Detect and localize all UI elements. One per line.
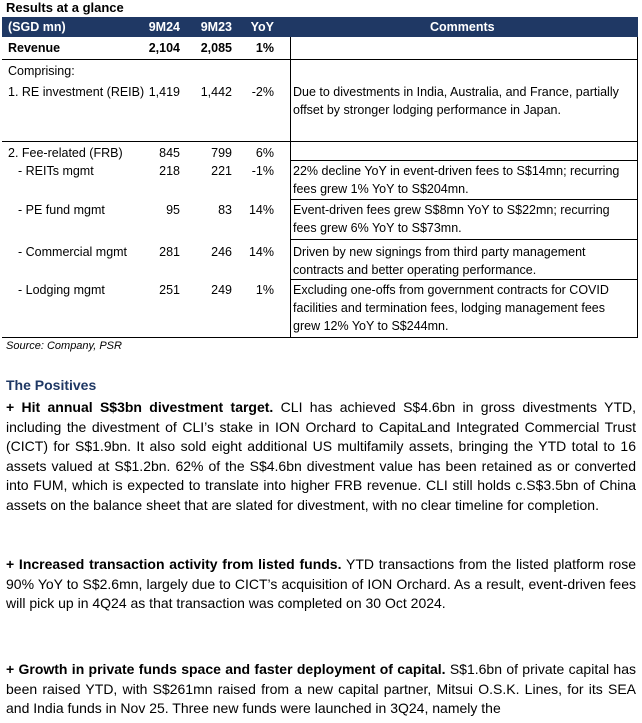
comment-divider [290, 199, 638, 200]
paragraph-body: CLI has achieved S$4.6bn in gross divestments YTD, including the divestment of CLI’s stake in ION Orchard to CapitaLand Integrated Commercial Trust (CICT) for S$1.9bn. It also sold eight additional US multifamily assets, bringing the YTD total to 16 assets valued at S$1.2bn. 62% of the S$4.6bn divestment value has been retained as or converted into FUM, which is expected to translate into higher FRB revenue. CLI still holds c.S$3.5bn of China assets on the balance sheet that are slated for divestment, with no clear timeline for completion. [6, 399, 637, 513]
row-yoy: 6% [255, 146, 274, 160]
row-yoy: 14% [248, 245, 274, 259]
row-9m23: 799 [211, 146, 232, 160]
section-title: Results at a glance [6, 0, 124, 15]
paragraph-lead: + Hit annual S$3bn divestment target. [6, 399, 274, 415]
row-label: - Lodging mgmt [18, 283, 105, 297]
row-yoy: -2% [251, 85, 274, 99]
row-label: - PE fund mgmt [18, 203, 105, 217]
comment-divider [290, 160, 638, 161]
header-yoy: YoY [250, 20, 274, 34]
row-yoy: 14% [248, 203, 274, 217]
row-9m24: 218 [159, 164, 180, 178]
header-9m23: 9M23 [200, 20, 232, 34]
row-9m24: 281 [159, 245, 180, 259]
row-9m24: 95 [166, 203, 180, 217]
row-9m24: 845 [159, 146, 180, 160]
table-divider [2, 337, 638, 338]
paragraph-body: YTD transactions from the listed platform rose 90% YoY to S$2.6mn, largely due to CICT’s acquisition of ION Orchard. As a result, event-driven fees will pick up in 4Q24 as that transaction was completed on 30 Oct 2024. [6, 556, 637, 612]
row-label: 2. Fee-related (FRB) [8, 146, 123, 160]
row-comment: Event-driven fees grew S$8mn YoY to S$22mn; recurring fees grew 6% YoY to S$73mn. [293, 203, 610, 235]
row-comment: 22% decline YoY in event-driven fees to S$14mn; recurring fees grew 1% YoY to S$204mn. [293, 164, 620, 196]
comment-column-border [290, 37, 291, 337]
header-9m24: 9M24 [148, 20, 180, 34]
row-comment: Due to divestments in India, Australia, and France, partially offset by stronger lodging performance in Japan. [293, 85, 619, 117]
row-label: 1. RE investment (REIB) [8, 85, 145, 99]
table-right-border [637, 37, 638, 337]
paragraph-lead: + Increased transaction activity from listed funds. [6, 556, 342, 572]
row-9m23: 221 [211, 164, 232, 178]
row-yoy: 1% [255, 283, 274, 297]
row-9m23: 1,442 [200, 85, 232, 99]
paragraph-body: S$1.6bn of private capital has been raised YTD, with S$261mn raised from a new capital partner, Mitsui O.S.K. Lines, for its SEA and India funds in Nov 25. Three new funds were launched in 3Q24, namely the [6, 661, 636, 717]
revenue-9m24: 2,104 [148, 41, 180, 55]
table-divider [2, 141, 638, 142]
row-label: - Commercial mgmt [18, 245, 128, 259]
table-source: Source: Company, PSR [6, 340, 122, 352]
table-header-bar [2, 17, 638, 37]
row-9m24: 1,419 [148, 85, 180, 99]
header-label: (SGD mn) [8, 20, 66, 34]
table-divider [2, 59, 638, 60]
paragraph-lead: + Growth in private funds space and faster deployment of capital. [6, 661, 446, 677]
row-9m23: 249 [211, 283, 232, 297]
revenue-9m23: 2,085 [200, 41, 232, 55]
row-yoy: -1% [251, 164, 274, 178]
revenue-yoy: 1% [255, 41, 274, 55]
comment-divider [290, 239, 638, 240]
positive-paragraph [6, 660, 636, 719]
positive-paragraph [6, 398, 636, 516]
positives-heading: The Positives [6, 377, 97, 393]
row-9m24: 251 [159, 283, 180, 297]
revenue-label: Revenue [8, 41, 61, 55]
row-comment: Driven by new signings from third party management contracts and better operating performance. [293, 245, 586, 277]
row-9m23: 246 [211, 245, 232, 259]
comment-divider [290, 279, 638, 280]
row-comment: Excluding one-offs from government contracts for COVID facilities and termination fees, lodging management fees grew 12% YoY to S$244mn. [293, 283, 609, 333]
positive-paragraph [6, 555, 636, 614]
comprising-label: Comprising: [8, 64, 75, 78]
header-comments: Comments [430, 20, 495, 34]
row-label: - REITs mgmt [18, 164, 94, 178]
row-9m23: 83 [218, 203, 232, 217]
